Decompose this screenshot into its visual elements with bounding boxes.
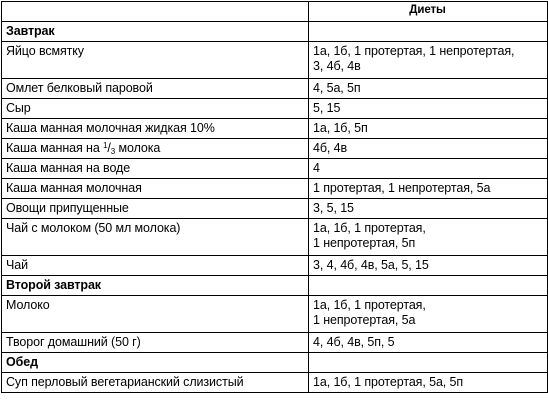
dish-column-header	[2, 2, 309, 22]
table-row	[2, 119, 548, 139]
diet-cell: 4, 5а, 5п	[309, 79, 548, 99]
section-empty-cell	[309, 22, 548, 42]
diet-cell: 1а, 1б, 1 протертая, 5а, 5п	[309, 373, 548, 393]
diet-cell: 3, 5, 15	[309, 199, 548, 219]
section-empty-cell	[309, 353, 548, 373]
diet-line: 1а, 1б, 1 протертая,	[313, 221, 426, 235]
section-title-second-breakfast: Второй завтрак	[2, 276, 309, 296]
table-row	[2, 179, 548, 199]
dish-cell: Сыр	[2, 99, 309, 119]
diet-cell: 1 протертая, 1 непротертая, 5а	[309, 179, 548, 199]
diet-table	[1, 1, 548, 393]
diet-cell: 1а, 1б, 5п	[309, 119, 548, 139]
section-empty-cell	[309, 276, 548, 296]
section-title-breakfast: Завтрак	[2, 22, 309, 42]
dish-cell: Чай	[2, 256, 309, 276]
dish-cell: Омлет белковый паровой	[2, 79, 309, 99]
diet-cell: 5, 15	[309, 99, 548, 119]
table-row	[2, 373, 548, 393]
dish-cell: Каша манная на воде	[2, 159, 309, 179]
dish-cell: Чай с молоком (50 мл молока)	[2, 219, 309, 256]
dish-cell: Овощи припущенные	[2, 199, 309, 219]
diet-cell: 4	[309, 159, 548, 179]
dish-cell: Каша манная молочная	[2, 179, 309, 199]
table-row	[2, 219, 548, 256]
table-row	[2, 256, 548, 276]
diet-cell	[309, 219, 548, 256]
dish-cell: Молоко	[2, 296, 309, 333]
dish-text-suffix: молока	[115, 141, 161, 155]
dish-text-prefix: Каша манная на	[6, 141, 104, 155]
dish-cell: Каша манная на $^1/_3$ молока	[2, 139, 309, 159]
diet-line: 1 непротертая, 5а	[313, 313, 416, 327]
diet-line: 3, 4б, 4в	[313, 59, 361, 73]
diet-column-header: Диеты	[309, 2, 548, 22]
dish-cell: Творог домашний (50 г)	[2, 333, 309, 353]
section-title-lunch: Обед	[2, 353, 309, 373]
diet-cell	[309, 296, 548, 333]
table-row	[2, 99, 548, 119]
diet-cell: 4, 4б, 4в, 5п, 5	[309, 333, 548, 353]
section-row	[2, 353, 548, 373]
diet-cell	[309, 42, 548, 79]
diet-line: 1 непротертая, 5п	[313, 236, 416, 250]
diet-cell: 3, 4, 4б, 4в, 5а, 5, 15	[309, 256, 548, 276]
table-row	[2, 296, 548, 333]
fraction-denominator: 3	[110, 147, 116, 156]
fraction-numerator: 1	[103, 141, 108, 150]
table-row	[2, 139, 548, 159]
table-row	[2, 333, 548, 353]
table-row	[2, 159, 548, 179]
dish-cell: Яйцо всмятку	[2, 42, 309, 79]
dish-cell: Суп перловый вегетарианский слизистый	[2, 373, 309, 393]
table-row	[2, 79, 548, 99]
section-row	[2, 22, 548, 42]
dish-cell: Каша манная молочная жидкая 10%	[2, 119, 309, 139]
table-row	[2, 42, 548, 79]
table-row	[2, 199, 548, 219]
section-row	[2, 276, 548, 296]
diet-line: 1а, 1б, 1 протертая, 1 непротертая,	[313, 44, 515, 58]
diet-cell: 4б, 4в	[309, 139, 548, 159]
header-row	[2, 2, 548, 22]
diet-line: 1а, 1б, 1 протертая,	[313, 298, 426, 312]
